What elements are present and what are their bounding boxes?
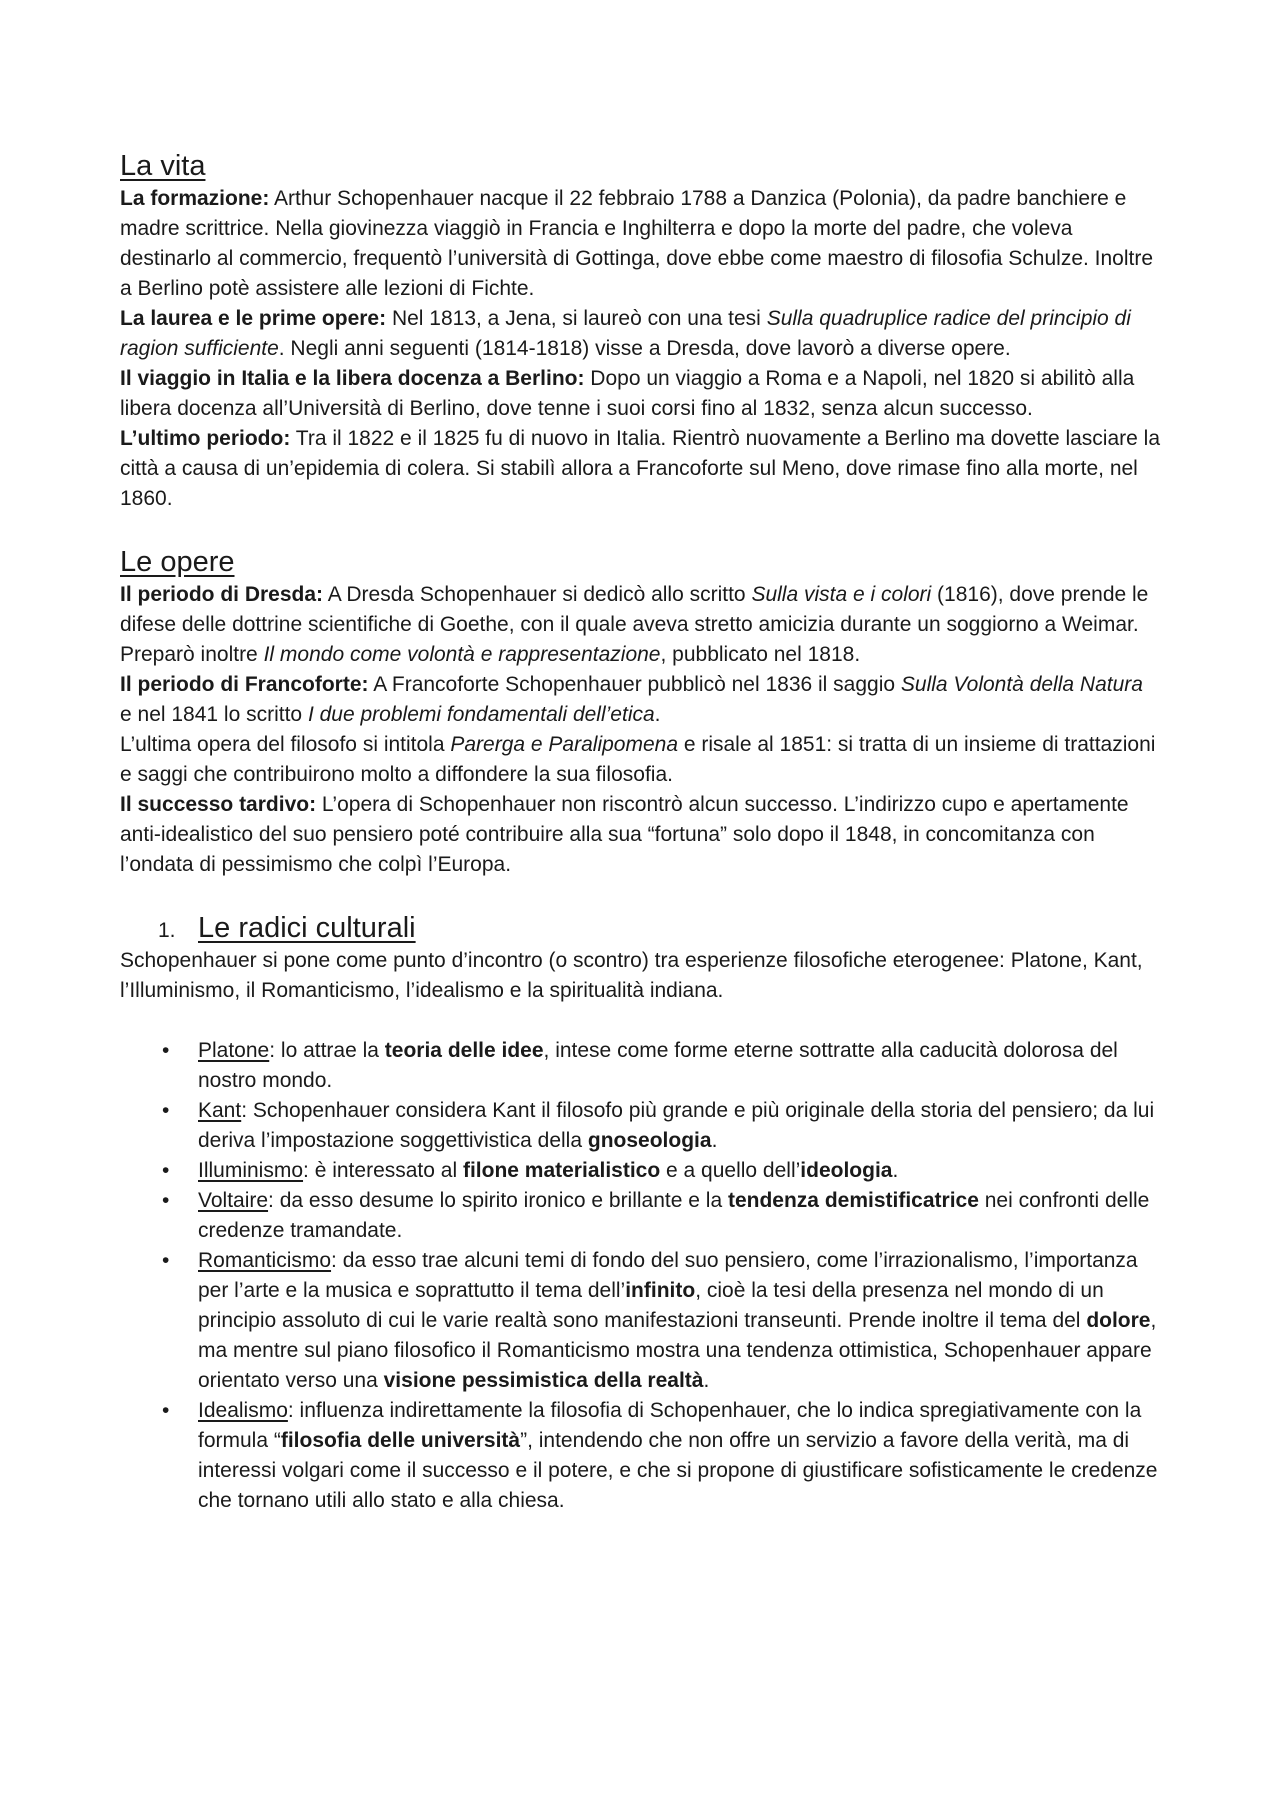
text-francoforte-3: . bbox=[654, 703, 661, 726]
bold-illuminismo-2: ideologia bbox=[800, 1159, 893, 1182]
text-voltaire-1: : da esso desume lo spirito ironico e brillante e la bbox=[268, 1189, 728, 1212]
title-volonta-natura: Sulla Volontà della Natura bbox=[900, 673, 1143, 696]
text-romanticismo-1: : da esso trae alcuni temi di fondo del suo pensiero, come l’irrazionalismo, l’importanza per l’arte e la musica e soprattutto il tema dell’ bbox=[198, 1249, 1138, 1302]
title-parerga: Parerga e Paralipomena bbox=[450, 733, 678, 756]
text-ultima-2: e risale al 1851: si tratta di un insieme di trattazioni e saggi che contribuirono molto a diffondere la sua filosofia. bbox=[120, 733, 1156, 786]
term-voltaire: Voltaire bbox=[198, 1189, 269, 1212]
text-formazione: Arthur Schopenhauer nacque il 22 febbraio 1788 a Danzica (Polonia), da padre banchiere e madre scrittrice. Nella giovinezza viaggiò in Francia e Inghilterra e dopo la morte del padre, che voleva destinarlo al commercio, frequentò l’università di Gottinga, dove ebbe come maestro di filosofia Schulze. Inoltre a Berlino potè assistere alle lezioni di Fichte. bbox=[120, 187, 1154, 300]
list-item-voltaire bbox=[120, 1186, 1160, 1246]
label-dresda: Il periodo di Dresda: bbox=[120, 583, 324, 606]
text-illuminismo-1: : è interessato al bbox=[303, 1159, 463, 1182]
text-illuminismo-2: e a quello dell’ bbox=[660, 1159, 801, 1182]
bold-romanticismo-2: dolore bbox=[1086, 1309, 1151, 1332]
text-platone-2: , intese come forme eterne sottratte alla caducità dolorosa del nostro mondo. bbox=[198, 1039, 1118, 1092]
text-idealismo-1: : influenza indirettamente la filosofia di Schopenhauer, che lo indica spregiativamente con la formula “ bbox=[198, 1399, 1142, 1452]
label-ultimo: L’ultimo periodo: bbox=[120, 427, 291, 450]
paragraph-radici-intro: Schopenhauer si pone come punto d’incontro (o scontro) tra esperienze filosofiche eterogenee: Platone, Kant, l’Illuminismo, il Romanticismo, l’idealismo e la spiritualità indiana. bbox=[120, 949, 1143, 1002]
bold-kant-1: gnoseologia bbox=[587, 1129, 712, 1152]
title-vista-colori: Sulla vista e i colori bbox=[751, 583, 932, 606]
section-gap bbox=[120, 514, 1160, 544]
term-idealismo: Idealismo bbox=[198, 1399, 288, 1422]
title-mondo: Il mondo come volontà e rappresentazione bbox=[263, 643, 661, 666]
paragraph-formazione bbox=[120, 184, 1160, 304]
text-illuminismo-3: . bbox=[892, 1159, 899, 1182]
paragraph-laurea bbox=[120, 304, 1160, 364]
text-kant-1: : Schopenhauer considera Kant il filosofo più grande e più originale della storia del pensiero; da lui deriva l’impostazione soggettivistica della bbox=[198, 1099, 1155, 1152]
bold-idealismo-1: filosofia delle università bbox=[280, 1429, 521, 1452]
bullet-icon: • bbox=[162, 1099, 170, 1122]
bullet-list bbox=[120, 1036, 1160, 1516]
list-item-platone bbox=[120, 1036, 1160, 1096]
label-laurea: La laurea e le prime opere: bbox=[120, 307, 387, 330]
label-formazione: La formazione: bbox=[120, 187, 270, 210]
numbered-heading bbox=[158, 910, 1160, 946]
text-viaggio: Dopo un viaggio a Roma e a Napoli, nel 1820 si abilitò alla libera docenza all’Università di Berlino, dove tenne i suoi corsi fino al 1832, senza alcun successo. bbox=[120, 367, 1135, 420]
text-dresda-2: (1816), dove prende le difese delle dottrine scientifiche di Goethe, con il quale aveva stretto amicizia durante un soggiorno a Weimar. Preparò inoltre bbox=[120, 583, 1149, 666]
text-voltaire-2: nei confronti delle credenze tramandate. bbox=[198, 1189, 1150, 1242]
heading-number: 1. bbox=[158, 919, 176, 942]
text-francoforte-2: e nel 1841 lo scritto bbox=[120, 703, 308, 726]
term-kant: Kant bbox=[198, 1099, 242, 1122]
bold-voltaire-1: tendenza demistificatrice bbox=[727, 1189, 979, 1212]
list-gap bbox=[120, 1006, 1160, 1036]
text-dresda-1: A Dresda Schopenhauer si dedicò allo scritto bbox=[323, 583, 752, 606]
text-francoforte-1: A Francoforte Schopenhauer pubblicò nel 1836 il saggio bbox=[368, 673, 901, 696]
bold-illuminismo-1: filone materialistico bbox=[462, 1159, 661, 1182]
text-idealismo-2: ”, intendendo che non offre un servizio a favore della verità, ma di interessi volgari come il successo e il potere, e che si propone di giustificare sofisticamente le credenze che tornano utili allo stato e alla chiesa. bbox=[198, 1429, 1158, 1512]
bullet-icon: • bbox=[162, 1249, 170, 1272]
text-platone-1: : lo attrae la bbox=[269, 1039, 385, 1062]
text-kant-2: . bbox=[711, 1129, 718, 1152]
bold-romanticismo-1: infinito bbox=[625, 1279, 696, 1302]
label-successo: Il successo tardivo: bbox=[120, 793, 317, 816]
paragraph-dresda bbox=[120, 580, 1160, 670]
paragraph-ultima-opera bbox=[120, 730, 1160, 790]
list-item-kant bbox=[120, 1096, 1160, 1156]
paragraph-successo bbox=[120, 790, 1160, 880]
term-illuminismo: Illuminismo bbox=[198, 1159, 304, 1182]
term-platone: Platone bbox=[198, 1039, 270, 1062]
section-gap bbox=[120, 880, 1160, 910]
bullet-icon: • bbox=[162, 1399, 170, 1422]
section-heading-vita: La vita bbox=[120, 150, 206, 182]
document-content bbox=[120, 148, 1160, 1516]
text-laurea-b: . Negli anni seguenti (1814-1818) visse a Dresda, dove lavorò a diverse opere. bbox=[278, 337, 1011, 360]
list-item-idealismo bbox=[120, 1396, 1160, 1516]
bold-romanticismo-3: visione pessimistica della realtà bbox=[383, 1369, 704, 1392]
bullet-icon: • bbox=[162, 1189, 170, 1212]
paragraph-viaggio bbox=[120, 364, 1160, 424]
label-viaggio: Il viaggio in Italia e la libera docenza a Berlino: bbox=[120, 367, 585, 390]
section-heading-radici: Le radici culturali bbox=[198, 912, 416, 944]
bullet-icon: • bbox=[162, 1159, 170, 1182]
section-heading-opere: Le opere bbox=[120, 546, 235, 578]
text-ultima-1: L’ultima opera del filosofo si intitola bbox=[120, 733, 451, 756]
text-laurea-a: Nel 1813, a Jena, si laureò con una tesi bbox=[386, 307, 767, 330]
text-romanticismo-4: . bbox=[703, 1369, 710, 1392]
paragraph-francoforte bbox=[120, 670, 1160, 730]
list-item-illuminismo bbox=[120, 1156, 1160, 1186]
bold-platone-1: teoria delle idee bbox=[384, 1039, 544, 1062]
text-dresda-3: , pubblicato nel 1818. bbox=[660, 643, 861, 666]
label-francoforte: Il periodo di Francoforte: bbox=[120, 673, 369, 696]
text-ultimo: Tra il 1822 e il 1825 fu di nuovo in Italia. Rientrò nuovamente a Berlino ma dovette lasciare la città a causa di un’epidemia di colera. Si stabilì allora a Francoforte sul Meno, dove rimase fino alla morte, nel 1860. bbox=[120, 427, 1161, 510]
title-due-problemi: I due problemi fondamentali dell’etica bbox=[307, 703, 655, 726]
text-successo: L’opera di Schopenhauer non riscontrò alcun successo. L’indirizzo cupo e apertamente anti-idealistico del suo pensiero poté contribuire alla sua “fortuna” solo dopo il 1848, in concomitanza con l’ondata di pessimismo che colpì l’Europa. bbox=[120, 793, 1129, 876]
list-item-romanticismo bbox=[120, 1246, 1160, 1396]
title-tesi: Sulla quadruplice radice del principio di ragion sufficiente bbox=[120, 307, 1131, 360]
bullet-icon: • bbox=[162, 1039, 170, 1062]
term-romanticismo: Romanticismo bbox=[198, 1249, 332, 1272]
paragraph-ultimo bbox=[120, 424, 1160, 514]
text-romanticismo-3: , ma mentre sul piano filosofico il Romanticismo mostra una tendenza ottimistica, Schopenhauer appare orientato verso una bbox=[198, 1309, 1157, 1392]
text-romanticismo-2: , cioè la tesi della presenza nel mondo di un principio assoluto di cui le varie realtà sono manifestazioni transeunti. Prende inoltre il tema del bbox=[198, 1279, 1104, 1332]
